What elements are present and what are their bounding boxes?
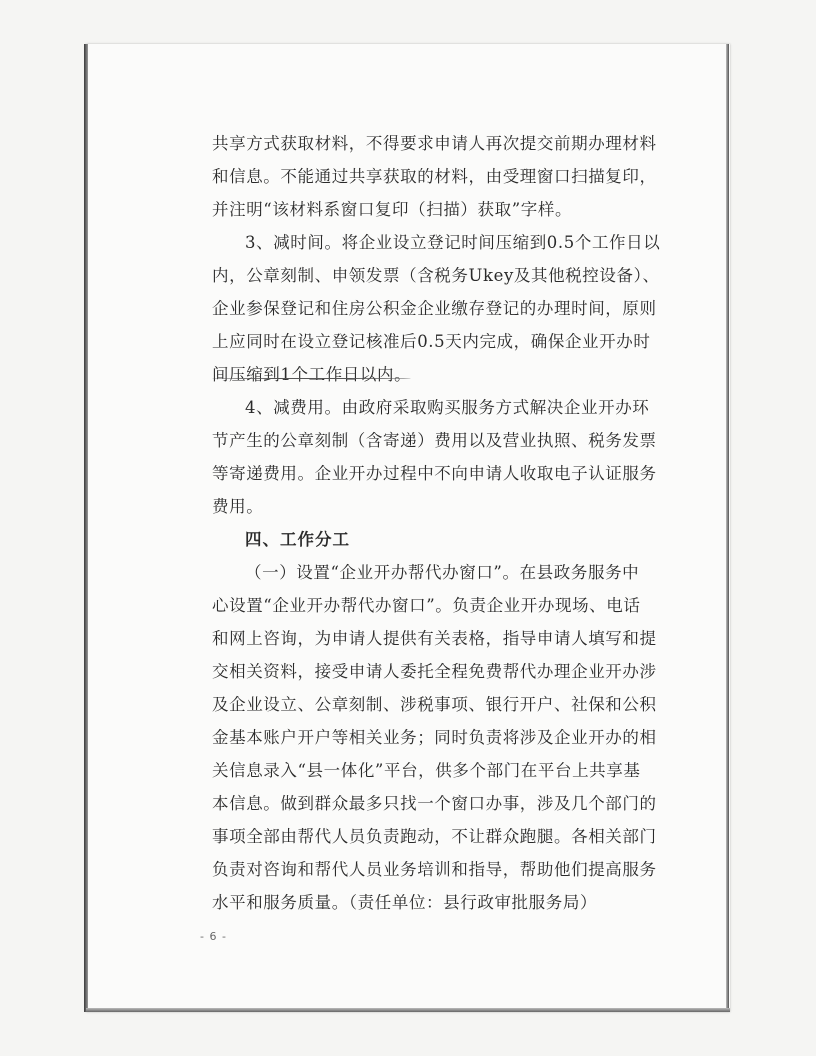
- body-line: 费用。: [212, 497, 264, 516]
- body-line: 共享方式获取材料，不得要求申请人再次提交前期办理材料: [212, 134, 657, 153]
- body-line: 等寄递费用。企业开办过程中不向申请人收取电子认证服务: [212, 464, 657, 483]
- body-line: 金基本账户开户等相关业务；同时负责将涉及企业开办的相: [212, 728, 657, 747]
- body-line: 上应同时在设立登记核准后0.5天内完成，确保企业开办时: [212, 332, 651, 351]
- paragraph-reduce-fees-start: 4、减费用。由政府采取购买服务方式解决企业开办环: [245, 398, 650, 417]
- body-line: 本信息。做到群众最多只找一个窗口办事，涉及几个部门的: [212, 794, 657, 813]
- body-line: 负责对咨询和帮代人员业务培训和指导，帮助他们提高服务: [212, 860, 657, 879]
- body-line-underlined-wrapper: [212, 358, 664, 391]
- handwritten-underline-text: 间压缩到1个工作日以内。: [212, 365, 412, 384]
- document-body: [212, 127, 664, 919]
- body-line: 节产生的公章刻制（含寄递）费用以及营业执照、税务发票: [212, 431, 657, 450]
- section-heading-work-division: 四、工作分工: [245, 530, 350, 549]
- body-line: 和网上咨询，为申请人提供有关表格，指导申请人填写和提: [212, 629, 657, 648]
- body-line: 心设置“企业开办帮代办窗口”。负责企业开办现场、电话: [212, 596, 641, 615]
- paper-edge-bottom: [86, 1008, 730, 1012]
- paragraph-reduce-time-start: 3、减时间。将企业设立登记时间压缩到0.5个工作日以: [245, 233, 661, 252]
- body-line: 和信息。不能通过共享获取的材料，由受理窗口扫描复印，: [212, 167, 657, 186]
- paper-edge-left: [84, 44, 88, 1012]
- body-line: 交相关资料，接受申请人委托全程免费帮代办理企业开办涉: [212, 662, 657, 681]
- body-line: 并注明“该材料系窗口复印（扫描）获取”字样。: [212, 200, 573, 219]
- body-line: 事项全部由帮代人员负责跑动，不让群众跑腿。各相关部门: [212, 827, 657, 846]
- body-line: 关信息录入“县一体化”平台，供多个部门在平台上共享基: [212, 761, 641, 780]
- body-line: 及企业设立、公章刻制、涉税事项、银行开户、社保和公积: [212, 695, 657, 714]
- body-line: 企业参保登记和住房公积金企业缴存登记的办理时间，原则: [212, 299, 657, 318]
- body-line: 水平和服务质量。（责任单位：县行政审批服务局）: [212, 893, 598, 912]
- page-number: - 6 -: [200, 930, 227, 943]
- paragraph-service-window-start: （一）设置“企业开办帮代办窗口”。在县政务服务中: [245, 563, 640, 582]
- paper-edge-right: [726, 44, 729, 1012]
- body-line: 内，公章刻制、申领发票（含税务Ukey及其他税控设备）、: [212, 266, 660, 285]
